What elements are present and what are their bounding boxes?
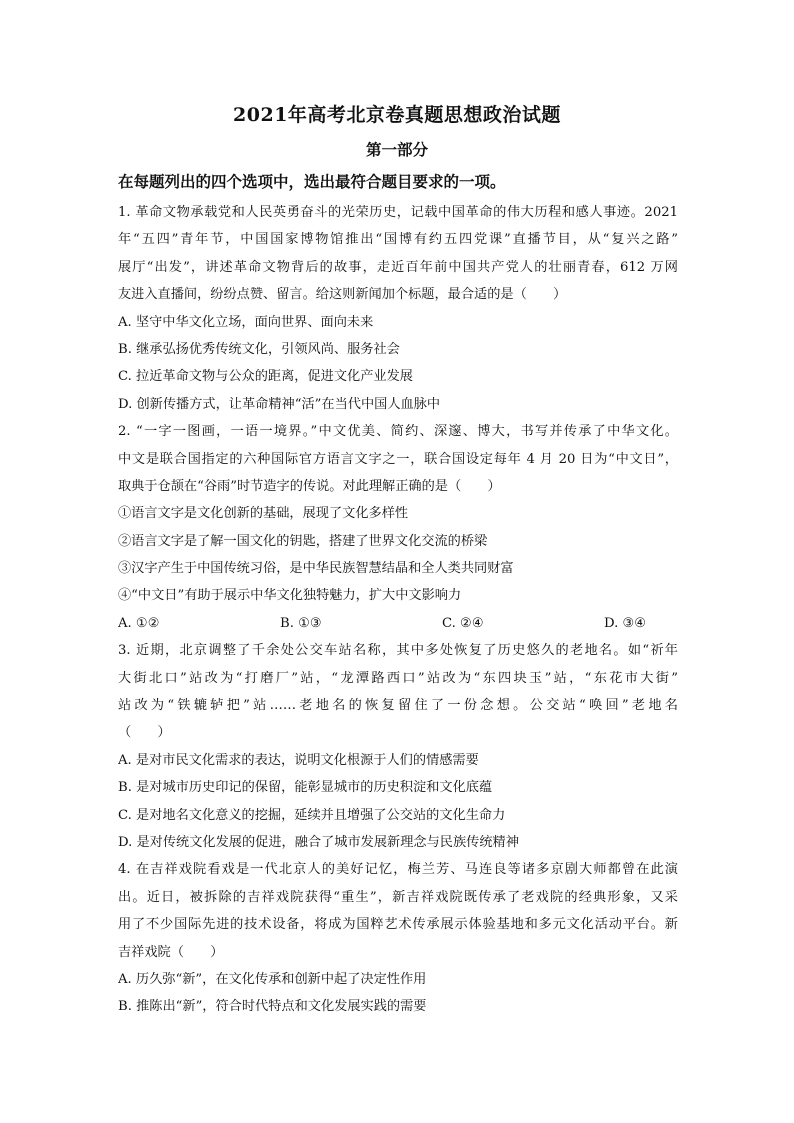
question-stem-line: 取典于仓颉在“谷雨”时节造字的传说。对此理解正确的是（ ） — [118, 478, 501, 494]
option-b: B. 继承弘扬优秀传统文化，引领风尚、服务社会 — [118, 341, 400, 357]
question-stem-line: 1. 革命文物承载党和人民英勇奋斗的光荣历史，记载中国革命的伟大历程和感人事迹。2021 — [118, 205, 678, 220]
question-stem-line: 2. “一字一图画，一语一境界。”中文优美、简约、深邃、博大，书写并传承了中华文化。 — [118, 424, 678, 440]
question-stem-line: 出。近日，被拆除的吉祥戏院获得“重生”，新吉祥戏院既传承了老戏院的经典形象，又采 — [118, 889, 678, 905]
option-c: C. ②④ — [442, 615, 484, 631]
option-b: B. 是对城市历史印记的保留，能彰显城市的历史积淀和文化底蕴 — [118, 780, 493, 796]
statement-2: ②语言文字是了解一国文化的钥匙，搭建了世界文化交流的桥梁 — [118, 533, 488, 549]
question-2 — [118, 418, 678, 637]
question-stem-line: （ ） — [118, 725, 171, 741]
option-d: D. 是对传统文化发展的促进，融合了城市发展新理念与民族传统精神 — [118, 834, 519, 850]
question-3 — [118, 637, 678, 856]
option-a: A. ①② — [118, 615, 160, 631]
question-stem-line: 3. 近期，北京调整了千余处公交车站名称，其中多处恢复了历史悠久的老地名。如“祈年 — [118, 643, 678, 659]
exam-title: 2021年高考北京卷真题思想政治试题 — [233, 104, 561, 126]
option-b: B. 推陈出“新”，符合时代特点和文化发展实践的需要 — [118, 999, 427, 1015]
option-a: A. 是对市民文化需求的表达，说明文化根源于人们的情感需要 — [118, 752, 479, 768]
option-a: A. 坚守中华文化立场，面向世界、面向未来 — [118, 314, 374, 330]
question-stem-line: 展厅“出发”，讲述革命文物背后的故事，走近百年前中国共产党人的壮丽青春，612 万网 — [118, 259, 678, 275]
option-c: C. 拉近革命文物与公众的距离，促进文化产业发展 — [118, 369, 413, 385]
option-b: B. ①③ — [280, 615, 322, 631]
question-stem-line: 4. 在吉祥戏院看戏是一代北京人的美好记忆，梅兰芳、马连良等诸多京剧大师都曾在此演 — [118, 862, 678, 878]
option-row — [118, 610, 678, 637]
statement-1: ①语言文字是文化创新的基础，展现了文化多样性 — [118, 506, 409, 522]
question-stem-line: 站改为“铁辘轳把”站……老地名的恢复留住了一份念想。公交站“唤回”老地名 — [118, 698, 678, 714]
question-list — [118, 199, 678, 1021]
question-4 — [118, 856, 678, 1020]
option-d: D. ③④ — [604, 615, 647, 631]
question-1 — [118, 199, 678, 418]
question-stem-line: 中文是联合国指定的六种国际官方语言文字之一，联合国设定每年 4 月 20 日为“中文日”， — [118, 451, 678, 467]
option-a: A. 历久弥“新”，在文化传承和创新中起了决定性作用 — [118, 971, 427, 987]
question-stem-line: 大街北口”站改为“打磨厂”站，“龙潭路西口”站改为“东四块玉”站，“东花市大街” — [118, 670, 678, 686]
question-stem-line: 年“五四”青年节，中国国家博物馆推出“国博有约五四党课”直播节目，从“复兴之路” — [118, 232, 678, 248]
statement-3: ③汉字产生于中国传统习俗，是中华民族智慧结晶和全人类共同财富 — [118, 561, 514, 577]
question-stem-line: 吉祥戏院（ ） — [118, 944, 224, 960]
section-heading: 第一部分 — [365, 140, 428, 159]
instruction-text: 在每题列出的四个选项中，选出最符合题目要求的一项。 — [118, 172, 506, 191]
question-stem-line: 用了不少国际先进的技术设备，将成为国粹艺术传承展示体验基地和多元文化活动平台。新 — [118, 917, 678, 933]
question-stem-line: 友进入直播间，纷纷点赞、留言。给这则新闻加个标题，最合适的是（ ） — [118, 287, 567, 303]
statement-4: ④“中文日”有助于展示中华文化独特魅力，扩大中文影响力 — [118, 588, 462, 604]
option-d: D. 创新传播方式，让革命精神“活”在当代中国人血脉中 — [118, 396, 441, 412]
option-c: C. 是对地名文化意义的挖掘，延续并且增强了公交站的文化生命力 — [118, 807, 506, 823]
